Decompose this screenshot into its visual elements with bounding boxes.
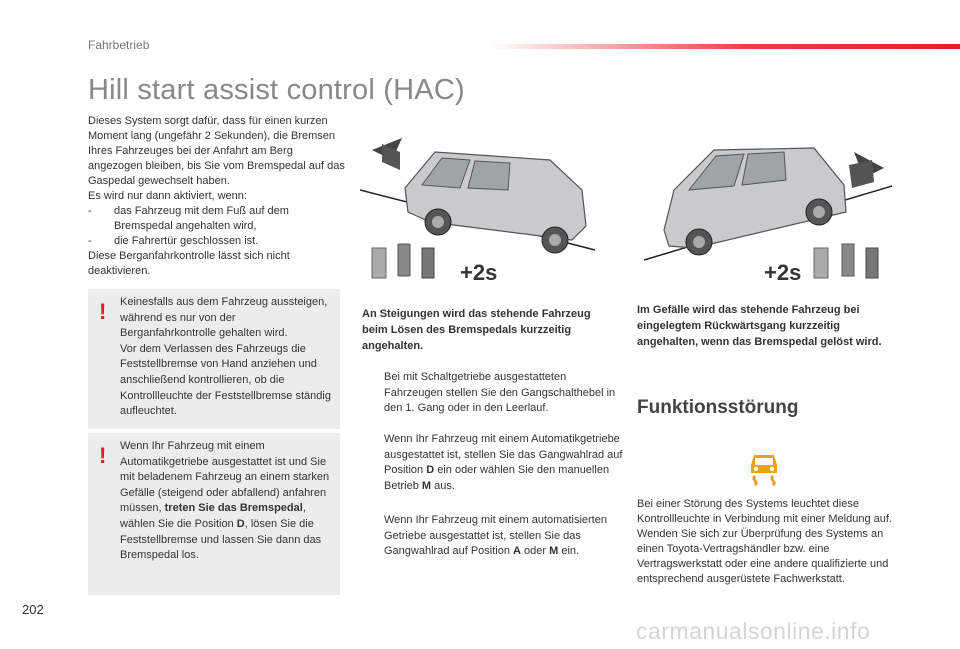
pedal-icons	[372, 244, 434, 278]
timer-label: +2s	[460, 260, 498, 285]
warning-box	[88, 289, 340, 429]
warning-icon: !	[99, 443, 107, 468]
uphill-illustration	[360, 130, 622, 290]
warning-box	[88, 433, 340, 595]
condition-item: - die Fahrertür geschlossen ist.	[88, 235, 259, 247]
downhill-illustration	[634, 130, 896, 290]
intro-text	[88, 114, 346, 279]
warning-icon: !	[99, 299, 107, 324]
van-icon	[405, 152, 586, 253]
skid-warning-icon	[746, 451, 782, 487]
van-icon	[664, 148, 846, 255]
malfunction-text: Bei einer Störung des Systems leuchtet diese Kontrollleuchte in Verbindung mit einer Meldung auf. Wenden Sie sich zur Überprüfung des Systems an einen Toyota-Vertragshändler bzw. eine Vertragswerkstatt oder eine andere qualifizierte und entsprechend ausgerüstete Fachwerkstatt.	[637, 498, 892, 585]
chapter-label: Fahrbetrieb	[88, 38, 150, 52]
intro-note: Diese Berganfahrkontrolle lässt sich nicht deaktivieren.	[88, 250, 290, 277]
timer-label: +2s	[764, 260, 802, 285]
warning-text: Wenn Ihr Fahrzeug mit einem Automatikgetriebe ausgestattet ist und Sie mit beladenem Fahrzeug an einem starken Gefälle (steigend oder abfallend) anfahren müssen, treten Sie das Bremspedal, wählen Sie die Position D, lösen Sie die Feststellbremse und lassen Sie dann das Bremspedal los.	[120, 440, 330, 562]
header-accent-bar	[490, 44, 960, 49]
section-heading: Funktionsstörung	[637, 397, 799, 418]
pedal-icons	[814, 244, 878, 278]
page-title: Hill start assist control (HAC)	[88, 74, 465, 106]
up-arrow-icon	[372, 138, 402, 170]
intro-paragraph: Dieses System sorgt dafür, dass für einen kurzen Moment lang (ungefähr 2 Sekunden), die Bremsen Ihres Fahrzeuges bei der Anfahrt am Berg angezogen bleiben, bis Sie vom Bremspedal auf das Gaspedal gewechselt haben.	[88, 115, 345, 187]
watermark: carmanualsonline.info	[636, 618, 871, 644]
up-arrow-icon	[849, 152, 884, 188]
intro-condition-lead: Es wird nur dann aktiviert, wenn:	[88, 190, 247, 202]
warning-text: Keinesfalls aus dem Fahrzeug aussteigen, während es nur von der Berganfahrkontrolle gehalten wird. Vor dem Verlassen des Fahrzeugs die Feststellbremse von Hand anziehen und anschließend kontrollieren, ob die Kontrollleuchte der Feststellbremse ständig aufleuchtet.	[120, 296, 331, 418]
figure-caption: Im Gefälle wird das stehende Fahrzeug bei eingelegtem Rückwärtsgang kurzzeitig angehalten, wenn das Bremspedal gelöst wird.	[637, 304, 882, 348]
page-number: 202	[22, 602, 44, 617]
condition-item: - das Fahrzeug mit dem Fuß auf dem Bremspedal angehalten wird,	[88, 205, 289, 232]
figure-caption: An Steigungen wird das stehende Fahrzeug beim Lösen des Bremspedals kurzzeitig angehalten.	[362, 308, 591, 352]
